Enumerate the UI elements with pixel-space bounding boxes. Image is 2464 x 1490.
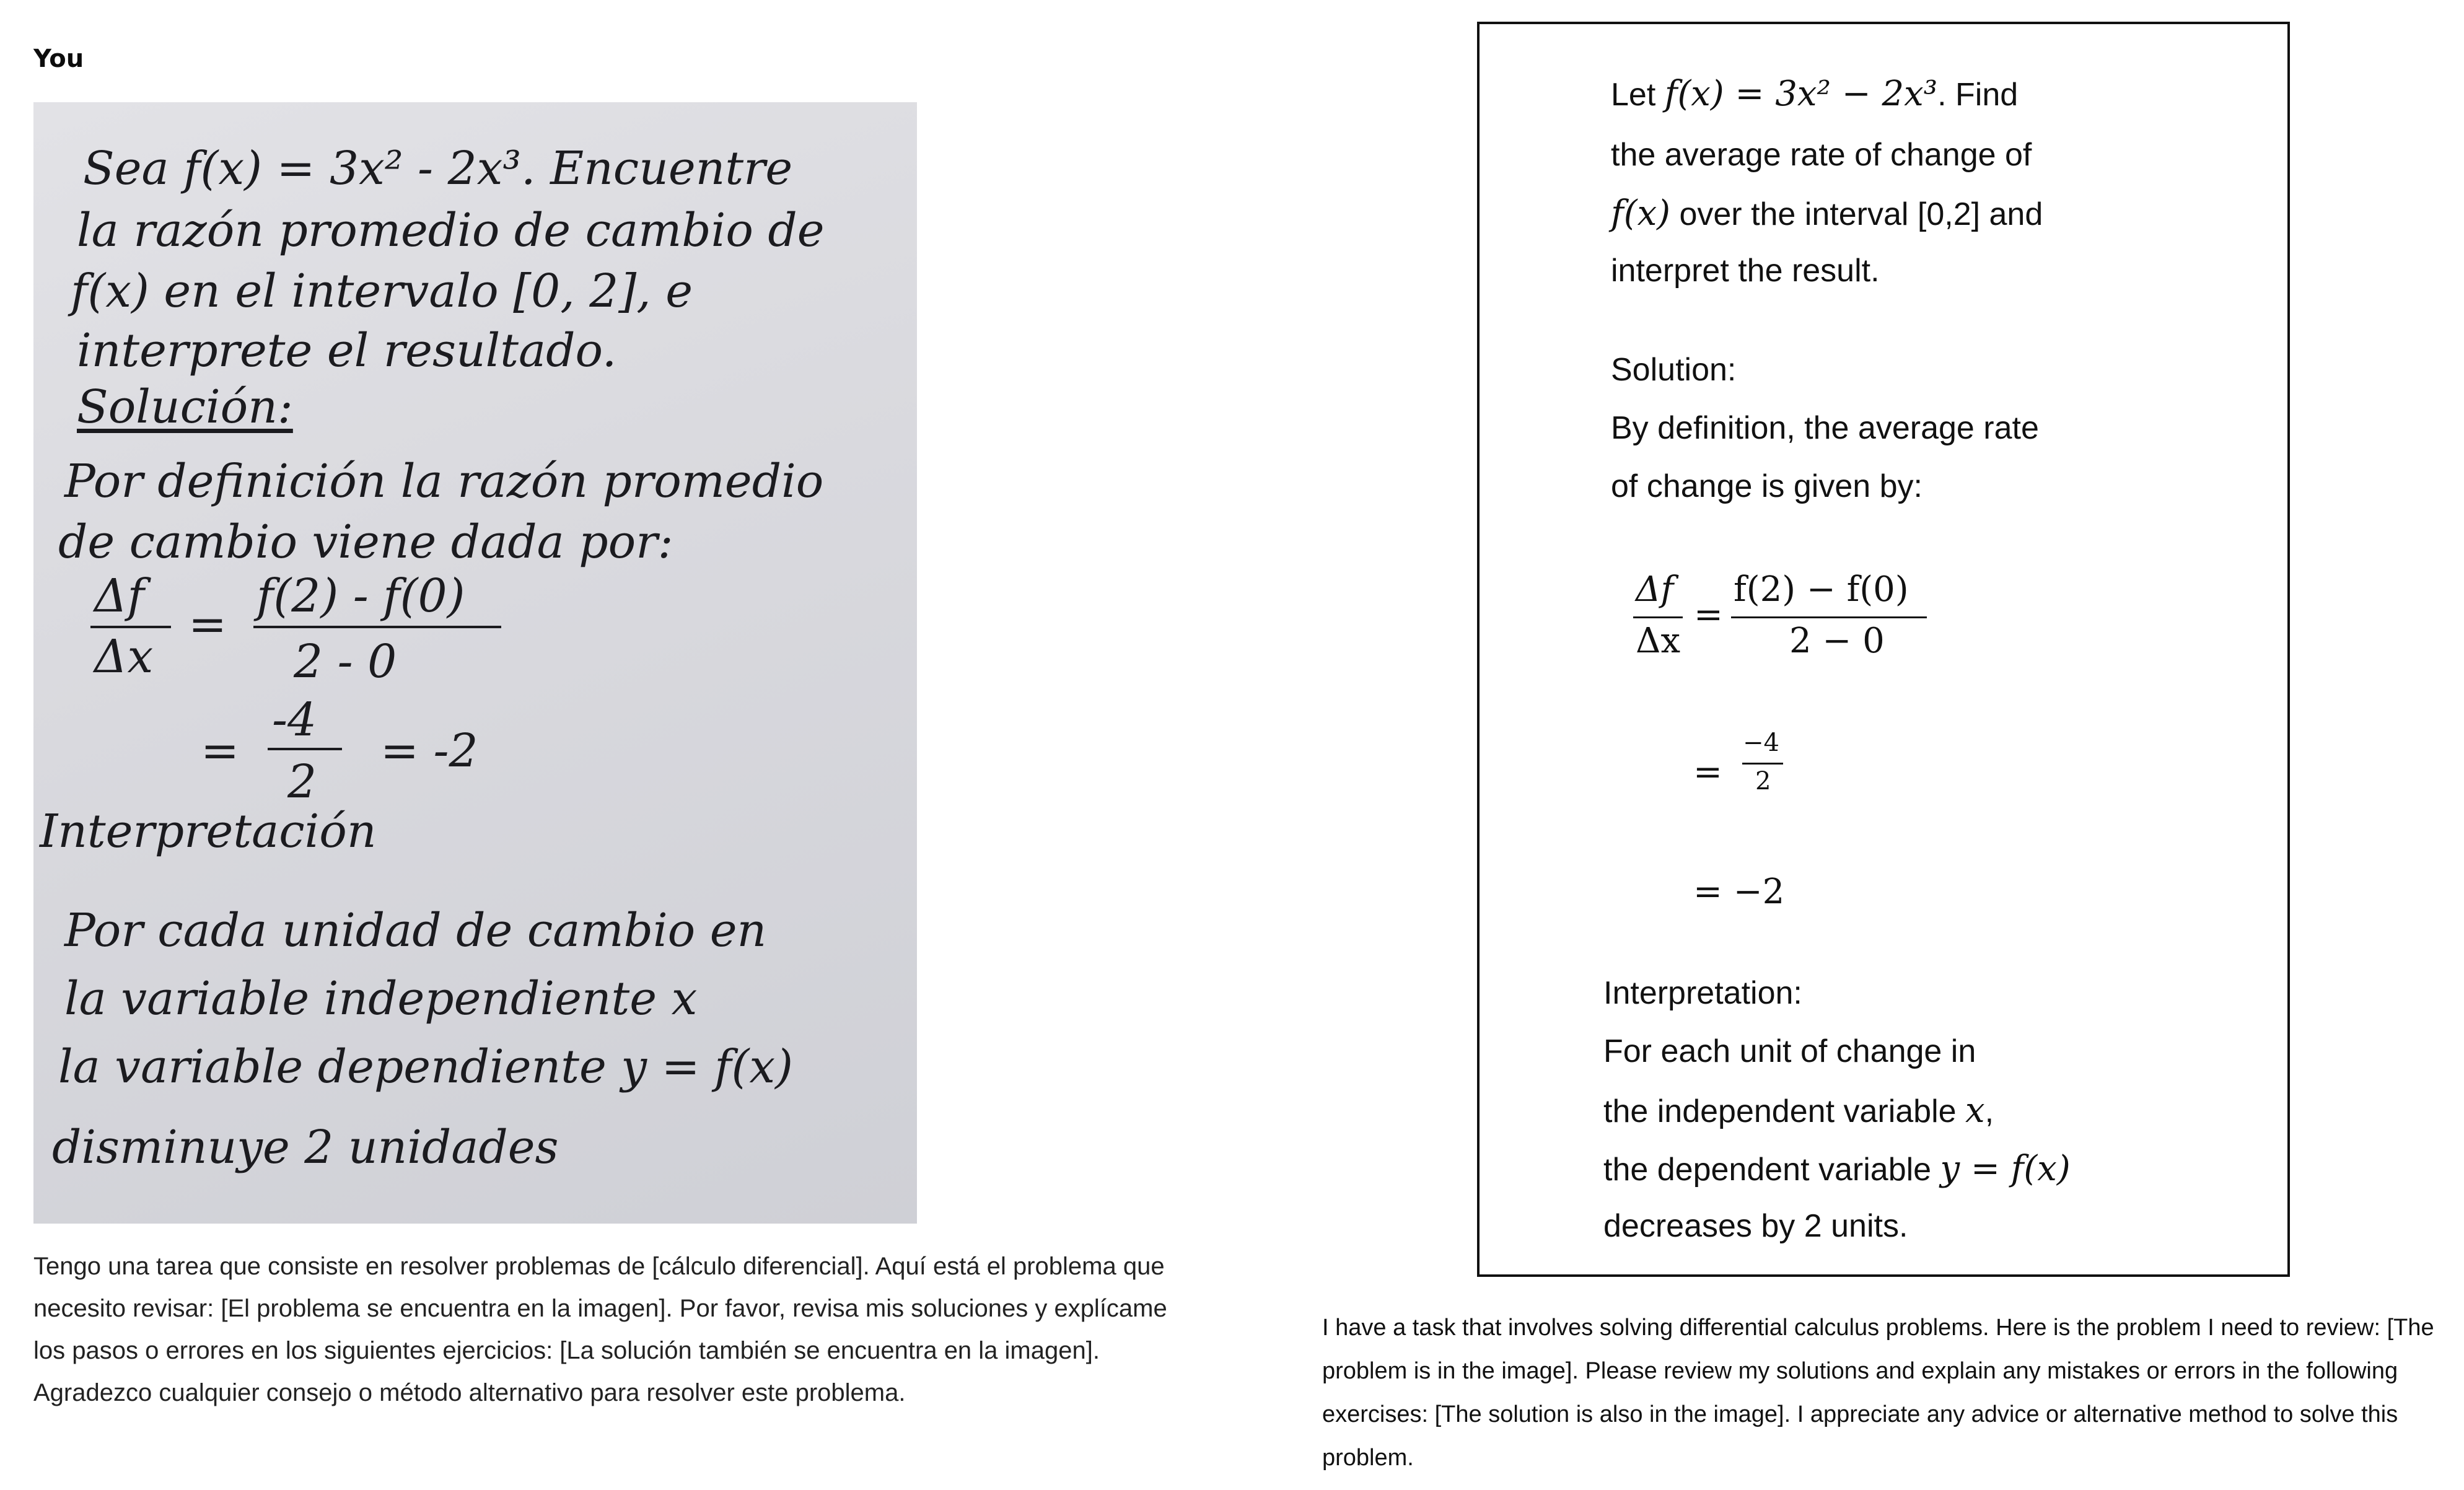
hw-frac1-bar bbox=[90, 626, 171, 628]
tr-line-1 bbox=[1611, 74, 2019, 114]
tr-y-equals-fx: y = f(x) bbox=[1940, 1149, 2071, 1189]
tr-interpretation-label: Interpretation: bbox=[1603, 975, 1802, 1011]
hw-frac1-denominator: Δx bbox=[94, 630, 154, 683]
tr-equals-2: = bbox=[1693, 752, 1722, 792]
tr-frac3-numerator: −4 bbox=[1743, 729, 1779, 757]
tr-equals: = bbox=[1694, 595, 1723, 635]
hw-line-2: la razón promedio de cambio de bbox=[77, 204, 825, 257]
hw-frac1-numerator: Δf bbox=[94, 569, 144, 623]
tr-line-13-text: the independent variable bbox=[1603, 1093, 1966, 1129]
tr-result: = −2 bbox=[1693, 872, 1785, 912]
hw-line-4: interprete el resultado. bbox=[77, 324, 617, 377]
hw-line-13: la variable dependiente y = f(x) bbox=[58, 1040, 793, 1093]
tr-line-14-text: the dependent variable bbox=[1603, 1152, 1940, 1188]
tr-line-14 bbox=[1603, 1149, 2071, 1189]
tr-line-3-rest: over the interval [0,2] and bbox=[1670, 196, 2043, 232]
hw-frac2-numerator: f(2) - f(0) bbox=[256, 569, 465, 623]
hw-line-1: Sea f(x) = 3x² - 2x³. Encuentre bbox=[83, 142, 793, 195]
handwritten-solution-image[interactable] bbox=[33, 102, 917, 1224]
tr-line-13-comma: , bbox=[1984, 1093, 1994, 1129]
hw-equals-2: = bbox=[201, 724, 240, 778]
translated-solution-image[interactable] bbox=[1477, 22, 2290, 1277]
tr-line-2: the average rate of change of bbox=[1611, 137, 2032, 173]
tr-let-word: Let bbox=[1611, 77, 1665, 113]
hw-line-7: de cambio viene dada por: bbox=[58, 515, 673, 569]
hw-frac3-numerator: -4 bbox=[272, 693, 317, 747]
tr-frac1-bar bbox=[1633, 616, 1683, 618]
tr-frac3-bar bbox=[1742, 763, 1783, 765]
hw-interpretation-label: Interpretación bbox=[40, 805, 377, 858]
user-message-spanish: Tengo una tarea que consiste en resolver problemas de [cálculo diferencial]. Aquí está el problema que necesito revisar: [El problema se encuentra en la imagen]. Por favor, revisa mis soluciones y explícame los pasos o errores en los siguientes ejercicios: [La solución también se encuentra en la imagen]. Agradezco cualquier consejo o método alternativo para resolver este problema. bbox=[33, 1253, 1167, 1406]
tr-find-word: . Find bbox=[1937, 77, 2019, 113]
hw-frac2-denominator: 2 - 0 bbox=[294, 635, 397, 688]
tr-line-15: decreases by 2 units. bbox=[1603, 1208, 1908, 1244]
hw-solution-label: Solución: bbox=[77, 380, 293, 434]
tr-line-7: of change is given by: bbox=[1611, 468, 1923, 504]
tr-variable-x: x bbox=[1965, 1090, 1985, 1131]
tr-line-6: By definition, the average rate bbox=[1611, 410, 2039, 446]
hw-line-11: Por cada unidad de cambio en bbox=[64, 904, 767, 957]
tr-frac1-denominator: Δx bbox=[1636, 621, 1681, 661]
tr-frac2-denominator: 2 − 0 bbox=[1789, 621, 1885, 661]
tr-function-definition: f(x) = 3x² − 2x³ bbox=[1664, 74, 1938, 114]
hw-line-14: disminuye 2 unidades bbox=[52, 1121, 559, 1174]
hw-line-6: Por definición la razón promedio bbox=[64, 455, 824, 508]
hw-line-3: f(x) en el intervalo [0, 2], e bbox=[71, 265, 693, 318]
hw-frac3-bar bbox=[268, 748, 342, 750]
tr-frac2-bar bbox=[1731, 616, 1927, 618]
hw-line-12: la variable independiente x bbox=[64, 972, 698, 1025]
tr-line-3 bbox=[1611, 193, 2043, 234]
tr-line-4: interpret the result. bbox=[1611, 253, 1880, 289]
tr-fx: f(x) bbox=[1611, 193, 1671, 234]
user-message-english: I have a task that involves solving differential calculus problems. Here is the problem I need to review: [The problem is in the image]. Please review my solutions and explain any mistakes or errors in the following exercises: [The solution is also in the image]. I appreciate any advice or alternative method to solve this problem. bbox=[1322, 1315, 2434, 1471]
tr-line-13 bbox=[1603, 1090, 1994, 1131]
tr-line-12: For each unit of change in bbox=[1603, 1033, 1976, 1069]
hw-result: = -2 bbox=[380, 724, 478, 778]
message-author-label: You bbox=[33, 45, 84, 73]
tr-frac3-denominator: 2 bbox=[1755, 767, 1771, 795]
tr-frac1-numerator: Δf bbox=[1636, 569, 1674, 610]
tr-solution-label: Solution: bbox=[1611, 352, 1737, 388]
hw-frac2-bar bbox=[253, 626, 501, 628]
hw-frac3-denominator: 2 bbox=[287, 755, 317, 809]
hw-equals: = bbox=[188, 598, 227, 651]
tr-frac2-numerator: f(2) − f(0) bbox=[1734, 569, 1909, 610]
